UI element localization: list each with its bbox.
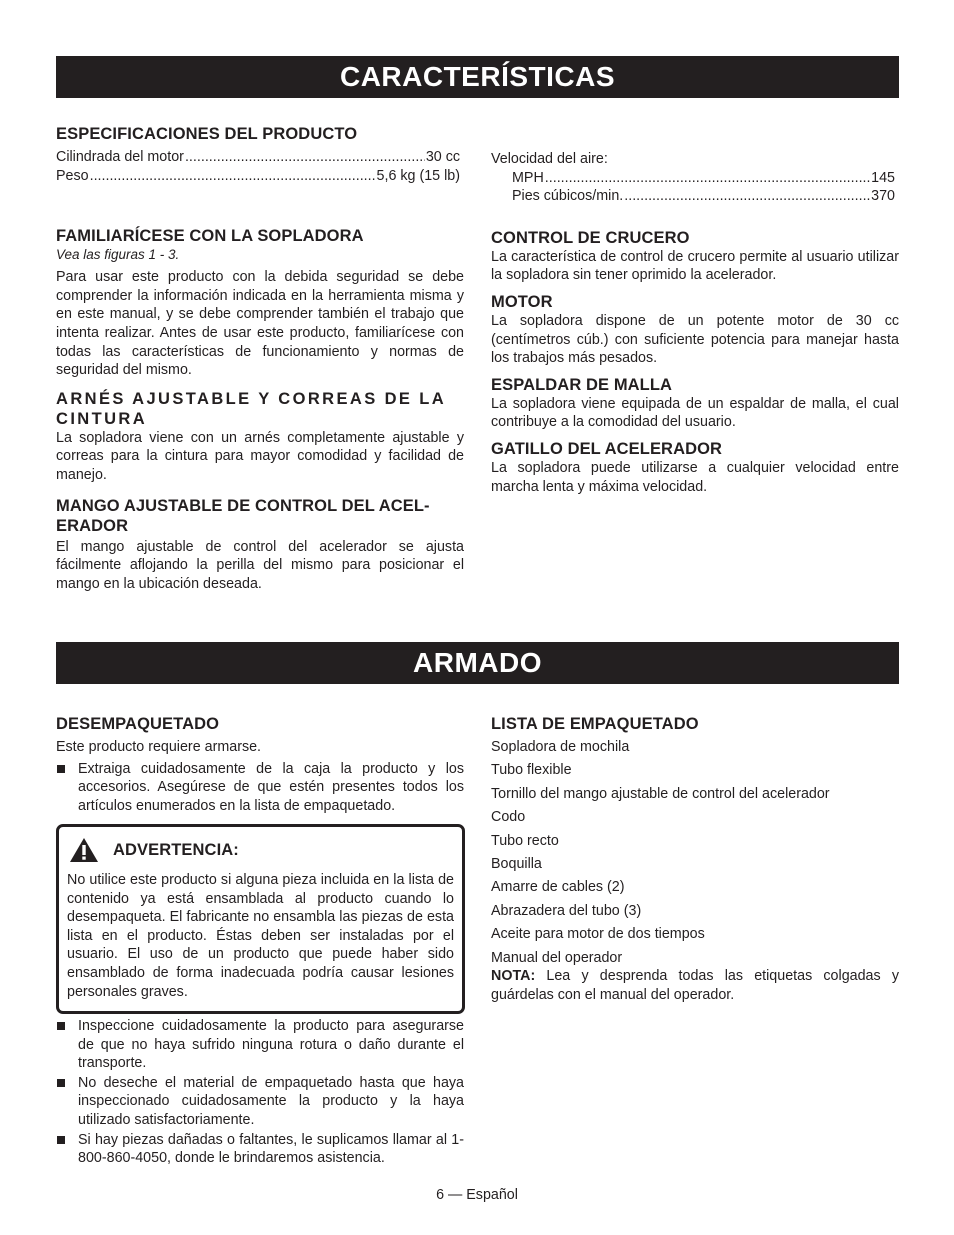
bullet-square-icon xyxy=(57,765,65,773)
bullet-square-icon xyxy=(57,1079,65,1087)
bullet-item xyxy=(56,1074,464,1130)
leader-dots xyxy=(624,187,870,206)
especificaciones-heading: ESPECIFICACIONES DEL PRODUCTO xyxy=(56,125,358,143)
caracteristicas-right-column xyxy=(491,150,899,496)
spec-cilindrada xyxy=(56,148,460,167)
spec-peso xyxy=(56,167,460,186)
warning-heading: ADVERTENCIA: xyxy=(113,841,239,859)
list-item: Aceite para motor de dos tiempos xyxy=(491,926,705,943)
familiaricese-text: Para usar este producto con la debida seguridad se debe comprender la información indicada en la herramienta misma y en este manual, y se debe comprender también el trabajo que intenta realizar. Antes de usar este producto, familiarícese con todas las características de funcionamiento y normas de seguridad del mismo. xyxy=(56,269,464,379)
bullet-item xyxy=(56,1017,464,1073)
warning-header xyxy=(69,837,239,863)
spec-cilindrada-label: Cilindrada del motor xyxy=(56,149,184,165)
caracteristicas-left-column xyxy=(56,124,464,593)
espaldar-heading: ESPALDAR DE MALLA xyxy=(491,375,673,394)
list-item: Boquilla xyxy=(491,855,542,872)
spec-peso-value: 5,6 kg (15 lb) xyxy=(376,167,460,184)
bullet-square-icon xyxy=(57,1022,65,1030)
leader-dots xyxy=(185,148,425,167)
warning-triangle-icon xyxy=(69,837,99,863)
motor-text: La sopladora dispone de un potente motor de 30 cc (centímetros cúb.) con suficiente potencia para manejar hasta los trabajos más pesados. xyxy=(491,312,899,367)
leader-dots xyxy=(90,167,376,186)
arnes-text: La sopladora viene con un arnés completamente ajustable y correas para la cintura para mayor comodidad y facilidad de manejo. xyxy=(56,429,464,483)
spec-mph xyxy=(512,169,895,188)
velocidad-label: Velocidad del aire: xyxy=(491,151,608,167)
bullet-square-icon xyxy=(57,1136,65,1144)
warning-text: No utilice este producto si alguna pieza incluida en la lista de contenido ya está ensamblada al producto cuando lo desempaqueta. El fabricante no ensambla las piezas de esta lista en el producto. Éstas deben ser instaladas por el usuario. El uso de un producto que puede haber sido ensamblado de forma inadecuada podría causar lesiones personales graves. xyxy=(67,872,454,1000)
figure-reference: Vea las figuras 1 - 3. xyxy=(56,247,180,263)
lista-heading: LISTA DE EMPAQUETADO xyxy=(491,715,699,733)
desempaquetado-heading: DESEMPAQUETADO xyxy=(56,715,220,733)
list-item: Abrazadera del tubo (3) xyxy=(491,902,642,919)
nota-paragraph xyxy=(491,967,899,1004)
arnes-heading: ARNÉS AJUSTABLE Y CORREAS DE LA CINTURA xyxy=(56,389,446,428)
spec-mph-label: MPH xyxy=(512,169,544,186)
familiaricese-heading: FAMILIARÍCESE CON LA SOPLADORA xyxy=(56,227,364,246)
section-banner-caracteristicas: CARACTERÍSTICAS xyxy=(56,56,899,98)
spec-pies-value: 370 xyxy=(871,188,895,205)
leader-dots xyxy=(545,169,870,188)
desempaquetado-intro: Este producto requiere armarse. xyxy=(56,739,262,755)
spec-peso-label: Peso xyxy=(56,167,89,184)
list-item: Codo xyxy=(491,809,526,826)
espaldar-text: La sopladora viene equipada de un espaldar de malla, el cual contribuye a la comodidad del usuario. xyxy=(491,395,899,431)
list-item: Manual del operador xyxy=(491,949,623,966)
list-item: Amarre de cables (2) xyxy=(491,879,625,896)
packing-list xyxy=(491,738,899,967)
list-item: Tubo recto xyxy=(491,832,559,849)
mango-text: El mango ajustable de control del acelerador se ajusta fácilmente aflojando la perilla del mismo para posicionar el mango en la ubicación deseada. xyxy=(56,538,464,592)
bullet-item xyxy=(56,1131,464,1168)
gatillo-text: La sopladora puede utilizarse a cualquier velocidad entre marcha lenta y máxima velocidad. xyxy=(491,459,899,495)
crucero-heading: CONTROL DE CRUCERO xyxy=(491,228,690,247)
bullet-text: Si hay piezas dañadas o faltantes, le suplicamos llamar al 1-800-860-4050, donde le brindaremos asistencia. xyxy=(78,1131,464,1167)
bullet-text: Inspeccione cuidadosamente la producto para asegurarse de que no haya sufrido ninguna rotura o daño durante el transporte. xyxy=(78,1018,464,1072)
spec-mph-value: 145 xyxy=(871,169,895,186)
spec-pies-label: Pies cúbicos/min. xyxy=(512,188,624,205)
gatillo-heading: GATILLO DEL ACELERADOR xyxy=(491,439,723,458)
page-number: 6 — Español xyxy=(436,1187,518,1203)
crucero-text: La característica de control de crucero permite al usuario utilizar la sopladora sin tener oprimido la acelerador. xyxy=(491,248,899,284)
spec-cilindrada-value: 30 cc xyxy=(425,149,460,165)
mango-heading: MANGO AJUSTABLE DE CONTROL DEL ACEL-ERADOR xyxy=(56,496,430,535)
bullet-text: Extraiga cuidadosamente de la caja la producto y los accesorios. Asegúrese de que estén presentes todos los artículos enumerados en la lista de empaquetado. xyxy=(78,760,464,814)
list-item: Tubo flexible xyxy=(491,762,572,779)
warning-box xyxy=(56,824,465,1014)
list-item: Tornillo del mango ajustable de control del acelerador xyxy=(491,785,830,802)
armado-right-column xyxy=(491,714,899,1004)
list-item: Sopladora de mochila xyxy=(491,739,630,755)
bullet-item xyxy=(56,760,464,816)
spec-pies xyxy=(512,187,895,206)
bullet-text: No deseche el material de empaquetado hasta que haya inspeccionado cuidadosamente la producto y la haya utilizado satisfactoriamente. xyxy=(78,1074,464,1128)
motor-heading: MOTOR xyxy=(491,292,553,311)
armado-left-column xyxy=(56,714,464,815)
nota-text: Lea y desprenda todas las etiquetas colgadas y guárdelas con el manual del operador. xyxy=(491,968,899,1003)
nota-label: NOTA: xyxy=(491,968,536,985)
armado-left-bullets xyxy=(56,1017,464,1168)
section-banner-armado: ARMADO xyxy=(56,642,899,684)
